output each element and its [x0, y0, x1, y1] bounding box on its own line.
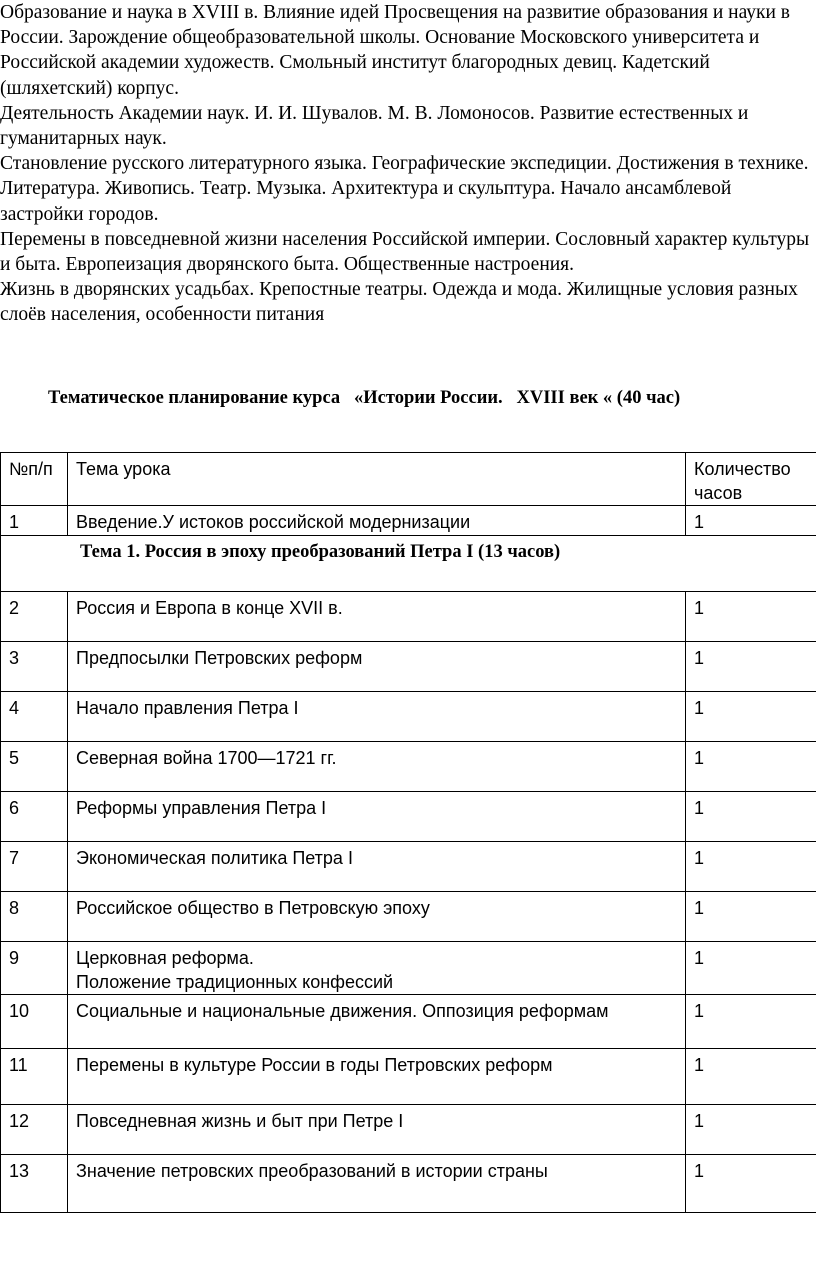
intro-paragraph: Становление русского литературного языка. Географические экспедиции. Достижения в технике. — [0, 153, 809, 175]
table-row — [1, 942, 816, 995]
intro-paragraph: Деятельность Академии наук. И. И. Шувалов. М. В. Ломоносов. Развитие естественных и гуманитарных наук. — [0, 102, 749, 150]
row-num: 12 — [1, 1105, 68, 1155]
row-hours: 1 — [686, 642, 816, 692]
row-topic: Начало правления Петра I — [68, 692, 686, 742]
intro-paragraph: Литература. Живопись. Театр. Музыка. Архитектура и скульптура. Начало ансамблевой застройки городов. — [0, 178, 732, 225]
row-topic: Российское общество в Петровскую эпоху — [68, 892, 686, 942]
row-topic-line: Церковная реформа. — [76, 948, 254, 968]
row-num: 1 — [1, 506, 68, 536]
table-row — [1, 592, 816, 642]
intro-paragraph: Перемены в повседневной жизни населения Российской империи. Сословный характер культуры и быта. Европеизация дворянского быта. Общественные настроения. — [0, 228, 810, 276]
row-hours: 1 — [686, 742, 816, 792]
row-num: 10 — [1, 995, 68, 1049]
intro-text — [0, 0, 812, 328]
header-hours: Количество часов — [686, 453, 816, 506]
row-hours: 1 — [686, 1049, 816, 1105]
plan-heading: Тематическое планирование курса «Истории России. XVIII век « (40 час) — [48, 388, 681, 408]
row-topic: Предпосылки Петровских реформ — [68, 642, 686, 692]
table-row — [1, 892, 816, 942]
row-num: 13 — [1, 1155, 68, 1213]
table-header-row — [1, 453, 816, 506]
row-num: 4 — [1, 692, 68, 742]
row-num: 5 — [1, 742, 68, 792]
table-row — [1, 1155, 816, 1213]
table-row — [1, 995, 816, 1049]
header-num: №п/п — [1, 453, 68, 506]
row-topic: Повседневная жизнь и быт при Петре I — [68, 1105, 686, 1155]
row-hours: 1 — [686, 792, 816, 842]
table-row — [1, 642, 816, 692]
section-title: Тема 1. Россия в эпоху преобразований Петра I (13 часов) — [1, 536, 816, 592]
row-num: 11 — [1, 1049, 68, 1105]
row-hours: 1 — [686, 1155, 816, 1213]
row-topic: Северная война 1700—1721 гг. — [68, 742, 686, 792]
row-num: 8 — [1, 892, 68, 942]
row-hours: 1 — [686, 942, 816, 995]
table-row — [1, 1105, 816, 1155]
table-row — [1, 1049, 816, 1105]
row-hours: 1 — [686, 692, 816, 742]
row-hours: 1 — [686, 1105, 816, 1155]
row-num: 2 — [1, 592, 68, 642]
row-topic: Введение.У истоков российской модернизации — [68, 506, 686, 536]
row-num: 6 — [1, 792, 68, 842]
header-topic: Тема урока — [68, 453, 686, 506]
table-row — [1, 506, 816, 536]
row-topic: Россия и Европа в конце XVII в. — [68, 592, 686, 642]
row-topic: Перемены в культуре России в годы Петровских реформ — [68, 1049, 686, 1105]
row-topic: Значение петровских преобразований в истории страны — [68, 1155, 686, 1213]
row-num: 9 — [1, 942, 68, 995]
row-hours: 1 — [686, 506, 816, 536]
table-row — [1, 692, 816, 742]
row-num: 3 — [1, 642, 68, 692]
table-row — [1, 792, 816, 842]
section-row — [1, 536, 816, 592]
table-row — [1, 742, 816, 792]
row-hours: 1 — [686, 842, 816, 892]
plan-table — [0, 452, 816, 1213]
row-topic: Реформы управления Петра I — [68, 792, 686, 842]
row-topic-line: Положение традиционных конфессий — [76, 972, 394, 992]
row-topic: Экономическая политика Петра I — [68, 842, 686, 892]
row-hours: 1 — [686, 892, 816, 942]
intro-paragraph: Образование и наука в XVIII в. Влияние идей Просвещения на развитие образования и науки в России. Зарождение общеобразовательной школы. Основание Московского университета и Российской академии художеств. Смольный институт благородных девиц. Кадетский (шляхетский) корпус. — [0, 2, 790, 99]
row-num: 7 — [1, 842, 68, 892]
intro-paragraph: Жизнь в дворянских усадьбах. Крепостные театры. Одежда и мода. Жилищные условия разных слоёв населения, особенности питания — [0, 279, 798, 326]
table-row — [1, 842, 816, 892]
row-topic — [68, 942, 686, 995]
row-hours: 1 — [686, 592, 816, 642]
row-topic: Социальные и национальные движения. Оппозиция реформам — [68, 995, 686, 1049]
plan-table-body — [1, 453, 816, 1213]
row-hours: 1 — [686, 995, 816, 1049]
